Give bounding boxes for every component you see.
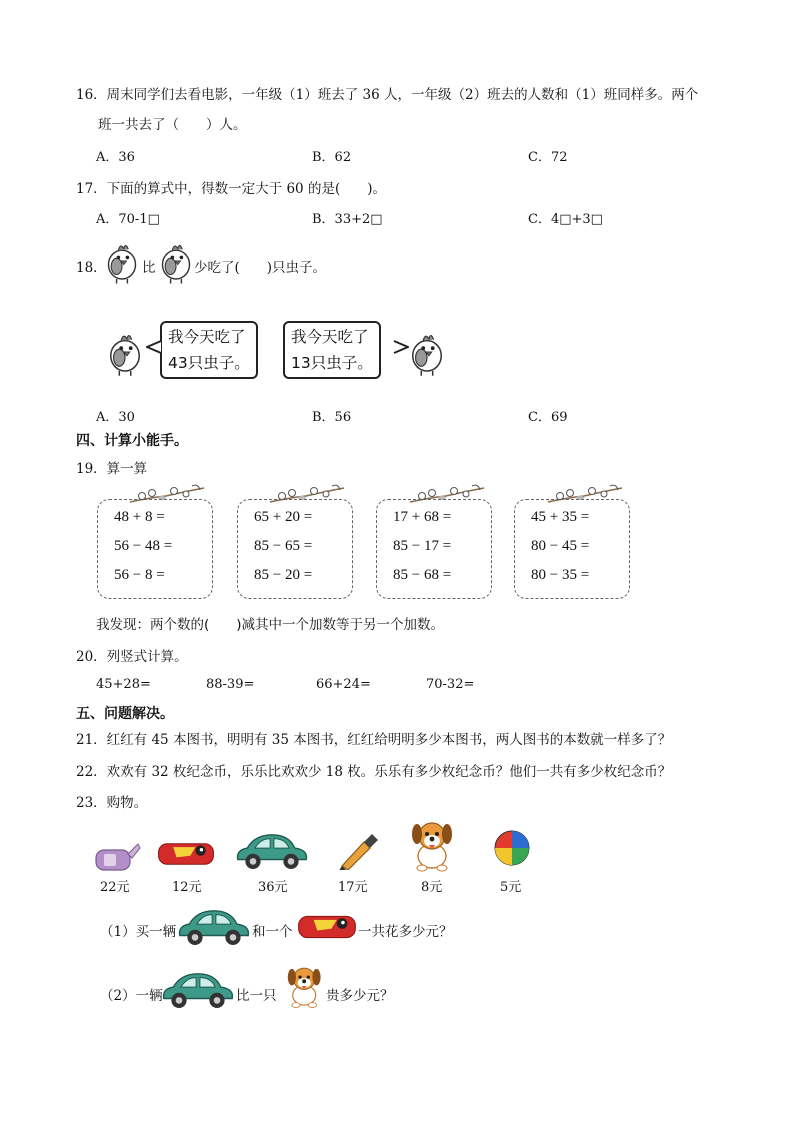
price-pen: 17元	[338, 880, 368, 895]
calc-line: 85 − 65 =	[254, 538, 313, 554]
q16-option-a[interactable]: A．36	[96, 150, 135, 165]
chick-icon	[158, 236, 194, 286]
q16-line1: 16．周末同学们去看电影，一年级（1）班去了 36 人，一年级（2）班去的人数和（1）班同样多。两个	[76, 87, 699, 103]
calc-box-2	[237, 499, 353, 599]
calc-line: 48 + 8 =	[114, 509, 165, 525]
bubble-tail-right	[393, 340, 409, 354]
q23-sub1-c: 一共花多少元？	[358, 924, 453, 940]
price-puppy: 8元	[421, 880, 443, 895]
q22-text: 22．欢欢有 32 枚纪念币，乐乐比欢欢少 18 枚。乐乐有多少枚纪念币？他们一共有多少枚纪念币？	[76, 764, 672, 780]
bottle-icon	[92, 836, 142, 874]
q17-option-b[interactable]: B．33+2□	[312, 212, 383, 227]
chick-icon	[106, 326, 144, 378]
price-ball: 5元	[500, 880, 522, 895]
puppy-icon	[408, 818, 458, 874]
car-icon	[234, 828, 310, 872]
q23-sub1-a: （1）买一辆	[100, 924, 177, 940]
car-icon	[176, 904, 252, 948]
q21-text: 21．红红有 45 本图书，明明有 35 本图书，红红给明明多少本图书，两人图书的本数就一样多了？	[76, 732, 672, 748]
q23-sub2-b: 比一只	[236, 988, 277, 1004]
q20-item: 88-39=	[206, 677, 255, 692]
section-5-heading: 五、问题解决。	[76, 706, 174, 722]
bubble-right-line1: 我今天吃了	[291, 328, 369, 346]
calc-line: 80 − 45 =	[531, 538, 590, 554]
section-4-heading: 四、计算小能手。	[76, 433, 188, 449]
calc-line: 56 − 8 =	[114, 567, 165, 583]
q19-title: 19．算一算	[76, 461, 148, 477]
q20-item: 45+28=	[96, 677, 151, 692]
q18-option-a[interactable]: A．30	[96, 410, 135, 425]
ball-icon	[492, 828, 532, 868]
pencil-case-icon	[156, 838, 216, 870]
q20-item: 66+24=	[316, 677, 371, 692]
q23-sub1-b: 和一个	[252, 924, 293, 940]
chick-icon	[408, 326, 446, 378]
calc-line: 65 + 20 =	[254, 509, 313, 525]
price-car: 36元	[258, 880, 288, 895]
calc-line: 56 − 48 =	[114, 538, 173, 554]
q18-compare: 比	[142, 260, 156, 276]
q23-sub2-c: 贵多少元？	[326, 988, 394, 1004]
calc-line: 80 − 35 =	[531, 567, 590, 583]
calc-line: 17 + 68 =	[393, 509, 452, 525]
q18-number: 18．	[76, 260, 107, 276]
price-bottle: 22元	[100, 880, 130, 895]
q20-title: 20．列竖式计算。	[76, 649, 188, 665]
q16-option-c[interactable]: C．72	[528, 150, 568, 165]
q18-option-b[interactable]: B．56	[312, 410, 352, 425]
fountain-pen-icon	[336, 830, 380, 870]
q17-text: 17．下面的算式中，得数一定大于 60 的是( )。	[76, 181, 386, 197]
calc-line: 45 + 35 =	[531, 509, 590, 525]
price-pencil-case: 12元	[172, 880, 202, 895]
calc-line: 85 − 17 =	[393, 538, 452, 554]
puppy-icon	[284, 964, 326, 1010]
q19-finding: 我发现：两个数的( )减其中一个加数等于另一个加数。	[96, 617, 445, 633]
chick-icon	[104, 236, 140, 286]
car-icon	[160, 966, 236, 1012]
calc-box-1	[97, 499, 213, 599]
q17-option-c[interactable]: C．4□+3□	[528, 212, 603, 227]
q18-option-c[interactable]: C．69	[528, 410, 568, 425]
bubble-right-line2: 13只虫子。	[291, 354, 373, 372]
q23-sub2-a: （2）一辆	[100, 988, 163, 1004]
speech-bubble-right	[283, 321, 381, 379]
calc-box-4	[514, 499, 630, 599]
bubble-left-line1: 我今天吃了	[168, 328, 246, 346]
speech-bubble-left	[160, 321, 258, 379]
calc-line: 85 − 68 =	[393, 567, 452, 583]
q17-option-a[interactable]: A．70-1□	[96, 212, 160, 227]
pencil-case-icon	[296, 910, 358, 944]
calc-line: 85 − 20 =	[254, 567, 313, 583]
calc-box-3	[376, 499, 492, 599]
q16-option-b[interactable]: B．62	[312, 150, 352, 165]
q16-line2: 班一共去了（ ）人。	[98, 117, 247, 133]
q20-item: 70-32=	[426, 677, 475, 692]
q18-tail: 少吃了( )只虫子。	[194, 260, 327, 276]
bubble-left-line2: 43只虫子。	[168, 354, 250, 372]
bubble-tail-left	[146, 340, 162, 354]
q23-title: 23．购物。	[76, 795, 148, 811]
